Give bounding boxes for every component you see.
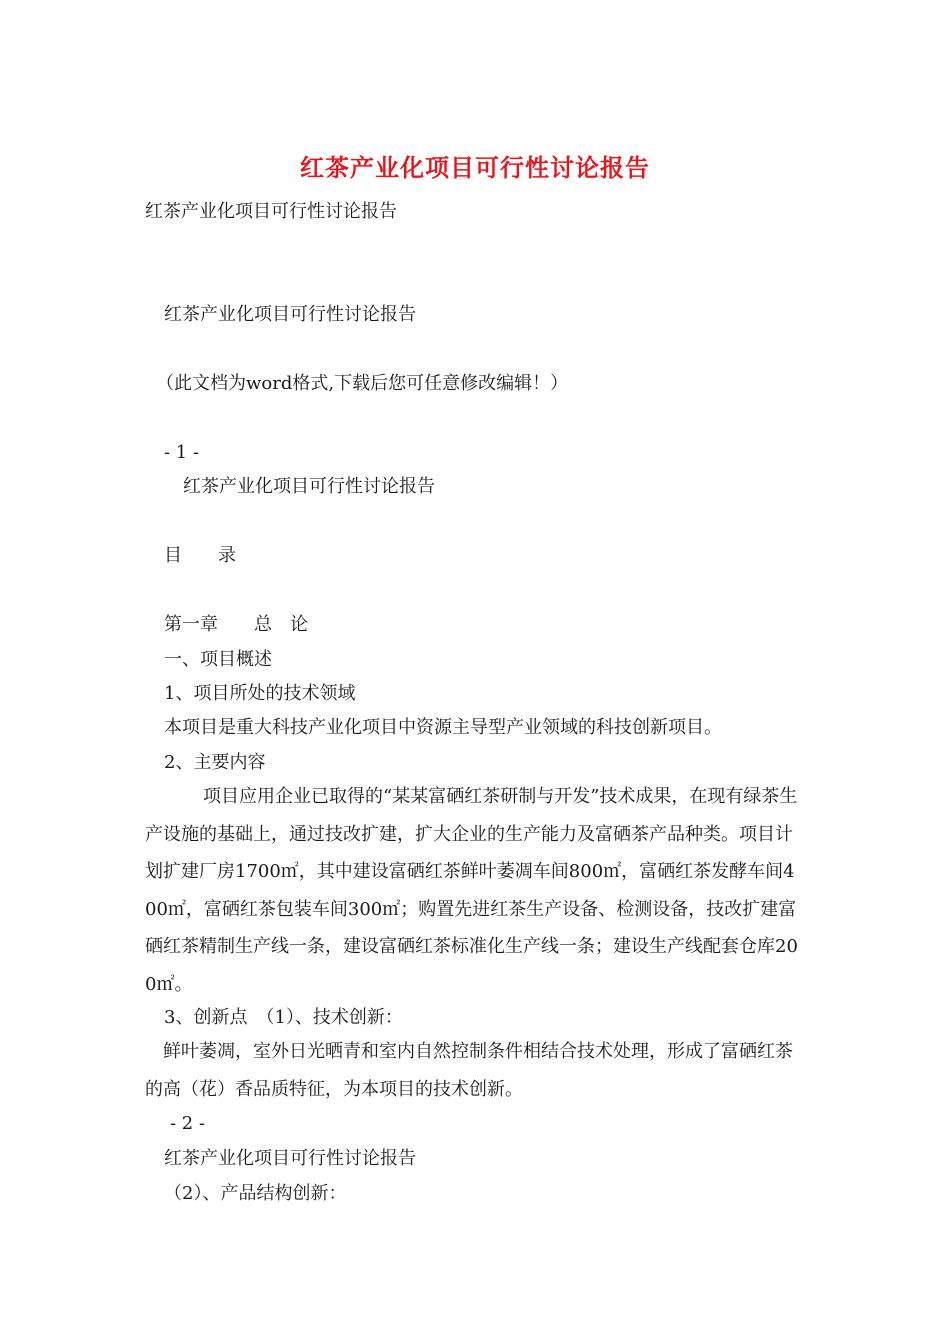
document-title: 红茶产业化项目可行性讨论报告 [300,153,650,182]
item-1-body: 本项目是重大科技产业化项目中资源主导型产业领域的科技创新项目。 [164,717,722,738]
toc-heading: 目 录 [164,545,236,566]
section-heading: 一、项目概述 [164,649,272,670]
chapter-heading: 第一章 总 论 [164,614,308,635]
item-3-sub-2-heading: （2）、产品结构创新： [164,1183,347,1204]
item-2-heading: 2、主要内容 [164,752,266,773]
page-number-2: - 2 - [170,1113,206,1134]
page-header-2: 红茶产业化项目可行性讨论报告 [183,476,435,497]
item-3-heading: 3、创新点 （1）、技术创新： [164,1007,403,1028]
page-number-1: - 1 - [164,442,200,463]
document-subtitle: 红茶产业化项目可行性讨论报告 [145,201,397,222]
item-3-body: 鲜叶萎凋，室外日光晒青和室内自然控制条件相结合技术处理，形成了富硒红茶的高（花）香品质特征，为本项目的技术创新。 [145,1041,793,1100]
page-header-3: 红茶产业化项目可行性讨论报告 [164,1148,416,1169]
format-note: （此文档为word格式,下载后您可任意修改编辑！） [156,373,569,394]
cover-title: 红茶产业化项目可行性讨论报告 [164,304,416,325]
item-1-heading: 1、项目所处的技术领域 [164,683,356,704]
item-2-body: 项目应用企业已取得的“某某富硒红茶研制与开发”技术成果，在现有绿茶生产设施的基础上，通过技改扩建，扩大企业的生产能力及富硒茶产品种类。项目计划扩建厂房1700㎡，其中建设富硒红茶鲜叶萎凋车间800㎡，富硒红茶发酵车间400㎡，富硒红茶包装车间300㎡；购置先进红茶生产设备、检测设备，技改扩建富硒红茶精制生产线一条，建设富硒红茶标准化生产线一条；建设生产线配套仓库200㎡。 [145,786,798,995]
